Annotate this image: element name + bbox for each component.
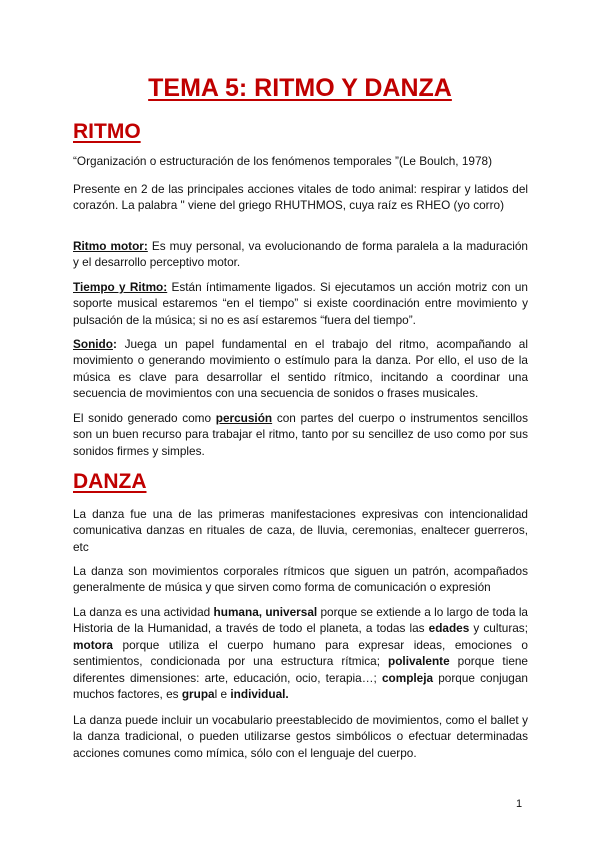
- section-heading-ritmo: RITMO: [73, 120, 141, 143]
- sonido-text: Juega un papel fundamental en el trabajo del ritmo, acompañando al movimiento o generando movimiento o estímulo para la danza. Por ello, el uso de la música es clave para desarrollar el sentido rítmico, incitando a coordinar una secuencia de movimientos con una secuencia de sonidos o frases musicales.: [73, 337, 528, 401]
- tiempo-ritmo-text: Están íntimamente ligados. Si ejecutamos un acción motriz con un soporte musical estaremos “en el tiempo” si existe coordinación entre movimiento y pulsación de la música; si no es así estaremos “fuera del tiempo”.: [73, 280, 528, 327]
- percusion-after: con partes del cuerpo o instrumentos sencillos son un buen recurso para trabajar el ritmo, tanto por su sencillez de uso como por sus sonidos firmes y simples.: [73, 411, 528, 458]
- danza-p3-bold-motora: motora: [73, 637, 113, 652]
- ritmo-motor-paragraph: [73, 238, 528, 271]
- danza-p3-bold-humana: humana, universal: [213, 605, 318, 619]
- danza-paragraph-2: La danza son movimientos corporales rítmicos que siguen un patrón, acompañados generalmente de música y que sirven como forma de comunicación o expresión: [73, 564, 528, 595]
- ritmo-motor-text: Es muy personal, va evolucionando de forma paralela a la maduración y el desarrollo perceptivo motor.: [73, 239, 528, 270]
- section-heading-danza: DANZA: [73, 470, 147, 493]
- sonido-paragraph: [73, 336, 528, 402]
- danza-p3-text: l e: [214, 687, 231, 702]
- danza-p3-text: porque conjugan muchos factores, es: [73, 670, 528, 702]
- danza-p3-bold-polivalente: polivalente: [388, 654, 450, 669]
- danza-p3-text: porque utiliza el cuerpo humano para expresar ideas, emociones o sentimientos, condicionada por una estructura rítmica;: [73, 637, 528, 669]
- danza-p3-text: porque se extiende a lo largo de toda la Historia de la Humanidad, a través de todo el planeta, a todas las: [73, 605, 528, 636]
- sonido-colon: :: [112, 337, 117, 351]
- tiempo-ritmo-term: Tiempo y Ritmo:: [73, 280, 168, 294]
- percusion-before: El sonido generado como: [73, 411, 216, 425]
- ritmo-origin-paragraph: Presente en 2 de las principales acciones vitales de todo animal: respirar y latidos del corazón. La palabra " viene del griego RHUTHMOS, cuya raíz es RHEO (yo corro): [73, 182, 528, 213]
- percusion-term: percusión: [215, 411, 273, 425]
- danza-p3-bold-edades: edades: [428, 621, 470, 636]
- danza-p3-bold-individual: individual.: [230, 687, 289, 702]
- ritmo-definition: “Organización o estructuración de los fenómenos temporales ”(Le Boulch, 1978): [73, 154, 493, 168]
- danza-paragraph-3: [73, 604, 528, 702]
- document-title: TEMA 5: RITMO Y DANZA: [148, 74, 452, 102]
- ritmo-motor-term: Ritmo motor:: [73, 239, 148, 253]
- danza-paragraph-1: La danza fue una de las primeras manifestaciones expresivas con intencionalidad comunicativa danzas en rituales de caza, de lluvia, ceremonias, enaltecer guerreros, etc: [73, 507, 528, 554]
- percusion-paragraph: [73, 410, 528, 459]
- danza-p3-bold-grupa: grupa: [181, 687, 215, 702]
- page-number: 1: [516, 798, 523, 810]
- danza-p3-text: y culturas;: [469, 621, 528, 636]
- sonido-term: Sonido: [73, 337, 113, 351]
- danza-p3-text: La danza es una actividad: [73, 605, 214, 619]
- danza-p3-text: porque tiene diferentes dimensiones: arte, educación, ocio, terapia…;: [73, 654, 528, 685]
- tiempo-ritmo-paragraph: [73, 279, 528, 328]
- danza-p3-bold-compleja: compleja: [381, 670, 434, 685]
- danza-paragraph-4: La danza puede incluir un vocabulario preestablecido de movimientos, como el ballet y la danza tradicional, o pueden utilizarse gestos simbólicos o efectuar determinadas acciones comunes como mímica, sólo con el lenguaje del cuerpo.: [73, 713, 528, 760]
